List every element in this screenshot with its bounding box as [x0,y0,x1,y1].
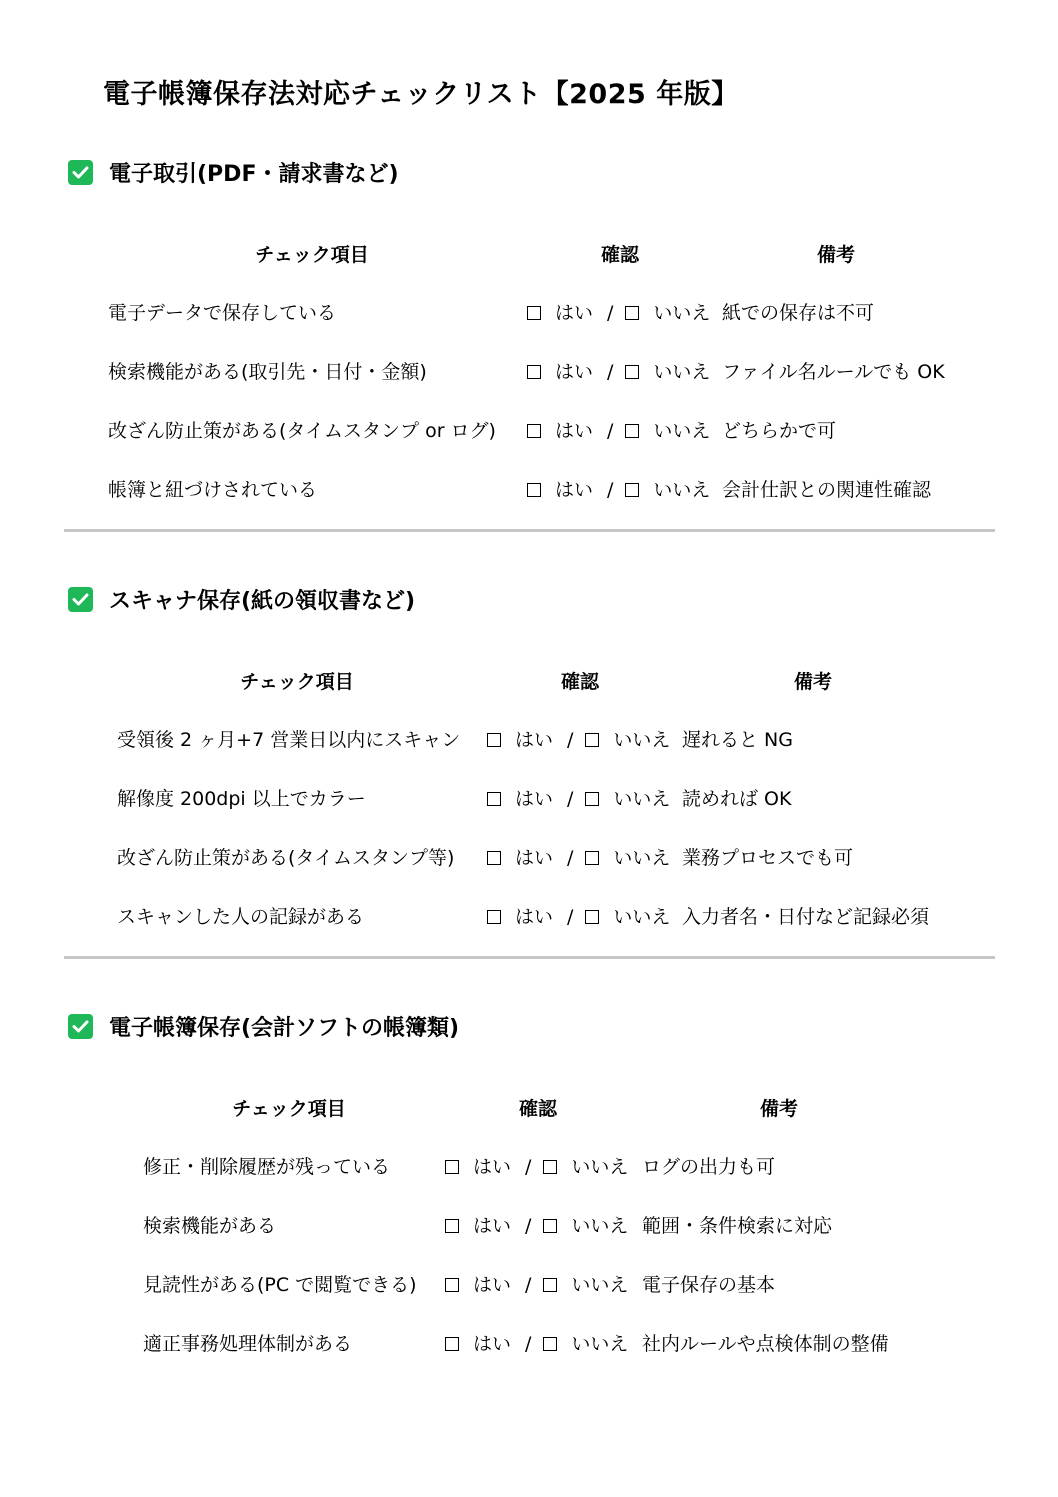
section-header [68,1012,459,1040]
row-item: 解像度 200dpi 以上でカラー [117,788,366,810]
confirm-group [445,1152,628,1179]
no-checkbox[interactable] [543,1278,557,1292]
no-label: いいえ [653,479,711,501]
yes-label: はい [555,302,594,324]
column-header-note: 備考 [793,671,833,693]
no-checkbox[interactable] [585,910,599,924]
row-note: 会計仕訳との関連性確認 [722,479,932,501]
separator: / [525,1156,532,1178]
section-divider [64,529,995,532]
confirm-group [487,725,670,752]
check-icon [68,587,93,612]
row-note: ログの出力も可 [642,1156,776,1178]
no-label: いいえ [613,847,671,869]
yes-label: はい [555,479,594,501]
row-item: 見読性がある(PC で閲覧できる) [143,1274,417,1296]
page-title: 電子帳簿保存法対応チェックリスト【2025 年版】 [103,79,739,110]
no-checkbox[interactable] [543,1337,557,1351]
yes-label: はい [515,847,554,869]
row-item: 改ざん防止策がある(タイムスタンプ or ログ) [108,420,496,442]
yes-label: はい [473,1156,512,1178]
yes-checkbox[interactable] [527,483,541,497]
yes-checkbox[interactable] [527,424,541,438]
row-note: 読めれば OK [682,788,792,810]
column-header-confirm: 確認 [600,244,640,266]
row-item: 適正事務処理体制がある [143,1333,353,1355]
no-label: いいえ [613,906,671,928]
yes-checkbox[interactable] [445,1160,459,1174]
row-item: 検索機能がある [143,1215,277,1237]
row-note: どちらかで可 [722,420,837,442]
yes-checkbox[interactable] [527,365,541,379]
no-label: いいえ [571,1215,629,1237]
no-checkbox[interactable] [585,733,599,747]
column-header-item: チェック項目 [240,671,354,693]
no-label: いいえ [571,1156,629,1178]
separator: / [607,420,614,442]
yes-label: はい [515,788,554,810]
confirm-group [445,1329,628,1356]
no-label: いいえ [571,1333,629,1355]
separator: / [567,788,574,810]
confirm-group [487,902,670,929]
column-header-confirm: 確認 [560,671,600,693]
no-checkbox[interactable] [585,851,599,865]
row-note: 業務プロセスでも可 [682,847,854,869]
row-item: 電子データで保存している [108,302,337,324]
column-header-note: 備考 [759,1098,799,1120]
yes-checkbox[interactable] [487,733,501,747]
yes-label: はい [473,1215,512,1237]
check-icon [68,160,93,185]
row-item: 受領後 2 ヶ月+7 営業日以内にスキャン [117,729,461,751]
section-title: 電子帳簿保存(会計ソフトの帳簿類) [109,1015,460,1041]
yes-label: はい [555,361,594,383]
no-checkbox[interactable] [585,792,599,806]
yes-label: はい [515,729,554,751]
row-item: スキャンした人の記録がある [117,906,365,928]
separator: / [607,302,614,324]
section-header [68,585,415,613]
column-header-confirm: 確認 [518,1098,558,1120]
section-title: スキャナ保存(紙の領収書など) [109,588,416,614]
separator: / [525,1274,532,1296]
separator: / [525,1333,532,1355]
no-label: いいえ [653,420,711,442]
row-item: 修正・削除履歴が残っている [143,1156,391,1178]
no-checkbox[interactable] [625,424,639,438]
row-item: 帳簿と紐づけされている [108,479,318,501]
confirm-group [527,416,710,443]
yes-checkbox[interactable] [445,1278,459,1292]
no-label: いいえ [613,788,671,810]
yes-checkbox[interactable] [487,792,501,806]
column-header-item: チェック項目 [255,244,369,266]
yes-checkbox[interactable] [527,306,541,320]
row-note: 紙での保存は不可 [722,302,875,324]
column-header-note: 備考 [816,244,856,266]
column-header-item: チェック項目 [232,1098,346,1120]
yes-label: はい [473,1333,512,1355]
confirm-group [445,1270,628,1297]
confirm-group [445,1211,628,1238]
check-icon [68,1014,93,1039]
no-checkbox[interactable] [625,365,639,379]
section-divider [64,956,995,959]
yes-checkbox[interactable] [487,910,501,924]
confirm-group [527,298,710,325]
confirm-group [527,357,710,384]
confirm-group [487,784,670,811]
yes-checkbox[interactable] [445,1337,459,1351]
row-item: 改ざん防止策がある(タイムスタンプ等) [117,847,455,869]
separator: / [567,847,574,869]
no-checkbox[interactable] [625,306,639,320]
no-label: いいえ [653,302,711,324]
separator: / [567,729,574,751]
row-note: 範囲・条件検索に対応 [642,1215,833,1237]
confirm-group [527,475,710,502]
section-header [68,158,399,186]
yes-checkbox[interactable] [445,1219,459,1233]
row-note: 遅れると NG [682,729,793,751]
row-note: 入力者名・日付など記録必須 [682,906,930,928]
confirm-group [487,843,670,870]
no-label: いいえ [653,361,711,383]
row-note: 社内ルールや点検体制の整備 [642,1333,889,1355]
no-checkbox[interactable] [543,1160,557,1174]
row-note: 電子保存の基本 [642,1274,776,1296]
separator: / [567,906,574,928]
yes-label: はい [473,1274,512,1296]
section-title: 電子取引(PDF・請求書など) [109,161,399,187]
no-checkbox[interactable] [625,483,639,497]
no-label: いいえ [571,1274,629,1296]
no-label: いいえ [613,729,671,751]
yes-label: はい [515,906,554,928]
yes-checkbox[interactable] [487,851,501,865]
yes-label: はい [555,420,594,442]
separator: / [607,361,614,383]
separator: / [525,1215,532,1237]
separator: / [607,479,614,501]
row-note: ファイル名ルールでも OK [722,361,945,383]
row-item: 検索機能がある(取引先・日付・金額) [108,361,427,383]
no-checkbox[interactable] [543,1219,557,1233]
